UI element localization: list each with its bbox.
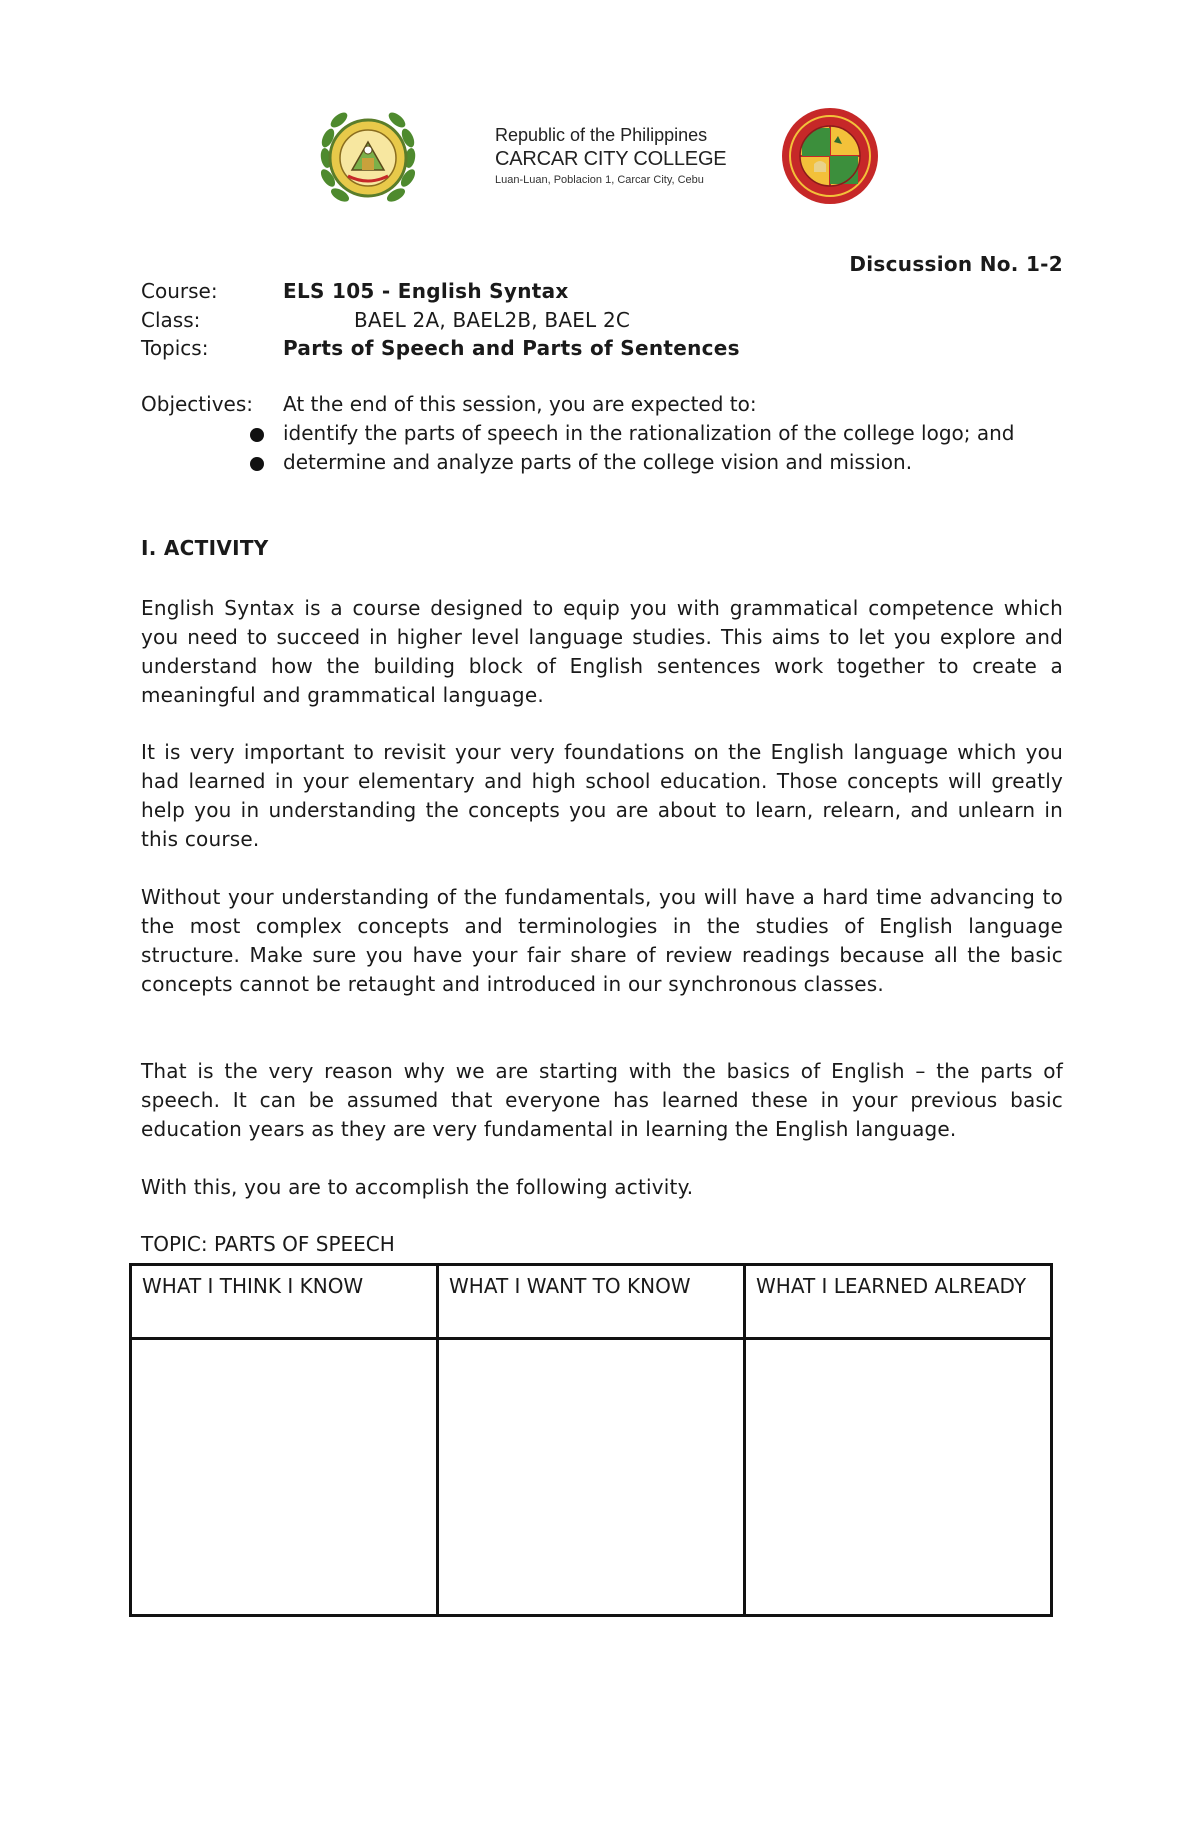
column-header-know: WHAT I THINK I KNOW	[131, 1265, 438, 1339]
class-label: Class:	[141, 307, 201, 332]
objectives-list	[283, 419, 1063, 477]
paragraph: With this, you are to accomplish the following activity.	[141, 1175, 694, 1199]
topics-row	[141, 334, 1081, 363]
column-header-learned: WHAT I LEARNED ALREADY	[745, 1265, 1052, 1339]
topics-value: Parts of Speech and Parts of Sentences	[283, 336, 740, 360]
answer-cell-know[interactable]	[131, 1339, 438, 1616]
course-value: ELS 105 - English Syntax	[283, 279, 569, 303]
paragraph: Without your understanding of the fundamentals, you will have a hard time advancing to the most complex concepts and terminologies in the studies of English language structure. Make sure you have your fair share of review readings because all the basic concepts cannot be retaught and introduced in our synchronous classes.	[141, 885, 1063, 996]
class-row	[141, 306, 1081, 335]
objective-text: identify the parts of speech in the rationalization of the college logo; and	[283, 421, 1015, 445]
college-seal-logo	[312, 102, 424, 214]
college-name: CARCAR CITY COLLEGE	[495, 148, 727, 170]
kwl-table	[129, 1263, 1053, 1617]
objective-text: determine and analyze parts of the college vision and mission.	[283, 450, 913, 474]
table-header-row	[131, 1265, 1052, 1339]
topic-label: TOPIC: PARTS OF SPEECH	[141, 1232, 395, 1256]
republic-line: Republic of the Philippines	[495, 125, 708, 145]
course-row	[141, 277, 1081, 306]
answer-cell-learned[interactable]	[745, 1339, 1052, 1616]
letterhead-text	[495, 124, 775, 188]
college-address: Luan-Luan, Poblacion 1, Carcar City, Cebu	[495, 174, 704, 186]
paragraph: That is the very reason why we are starting with the basics of English – the parts of speech. It can be assumed that everyone has learned these in your previous basic education years as they are very fundamental in learning the English language.	[141, 1059, 1063, 1141]
class-value: BAEL 2A, BAEL2B, BAEL 2C	[354, 307, 631, 332]
bullet-icon	[250, 457, 264, 471]
table-row	[131, 1339, 1052, 1616]
course-label: Course:	[141, 279, 218, 303]
paragraph: It is very important to revisit your very foundations on the English language which you had learned in your elementary and high school education. Those concepts will greatly help you in understanding the concepts you are about to learn, relearn, and unlearn in this course.	[141, 740, 1063, 851]
objectives-intro: At the end of this session, you are expected to:	[283, 392, 757, 416]
paragraph: English Syntax is a course designed to equip you with grammatical competence which you need to succeed in higher level language studies. This aims to let you explore and understand how the building block of English sentences work together to create a meaningful and grammatical language.	[141, 596, 1063, 707]
city-seal-logo	[780, 106, 880, 206]
section-heading: I. ACTIVITY	[141, 536, 269, 560]
list-item	[283, 448, 1063, 477]
list-item	[283, 419, 1063, 448]
letterhead	[250, 78, 970, 238]
bullet-icon	[250, 428, 264, 442]
objectives-label: Objectives:	[141, 392, 253, 416]
topics-label: Topics:	[141, 336, 209, 360]
answer-cell-want[interactable]	[438, 1339, 745, 1616]
course-info	[141, 277, 1081, 363]
column-header-want: WHAT I WANT TO KNOW	[438, 1265, 745, 1339]
discussion-number: Discussion No. 1-2	[849, 252, 1063, 276]
